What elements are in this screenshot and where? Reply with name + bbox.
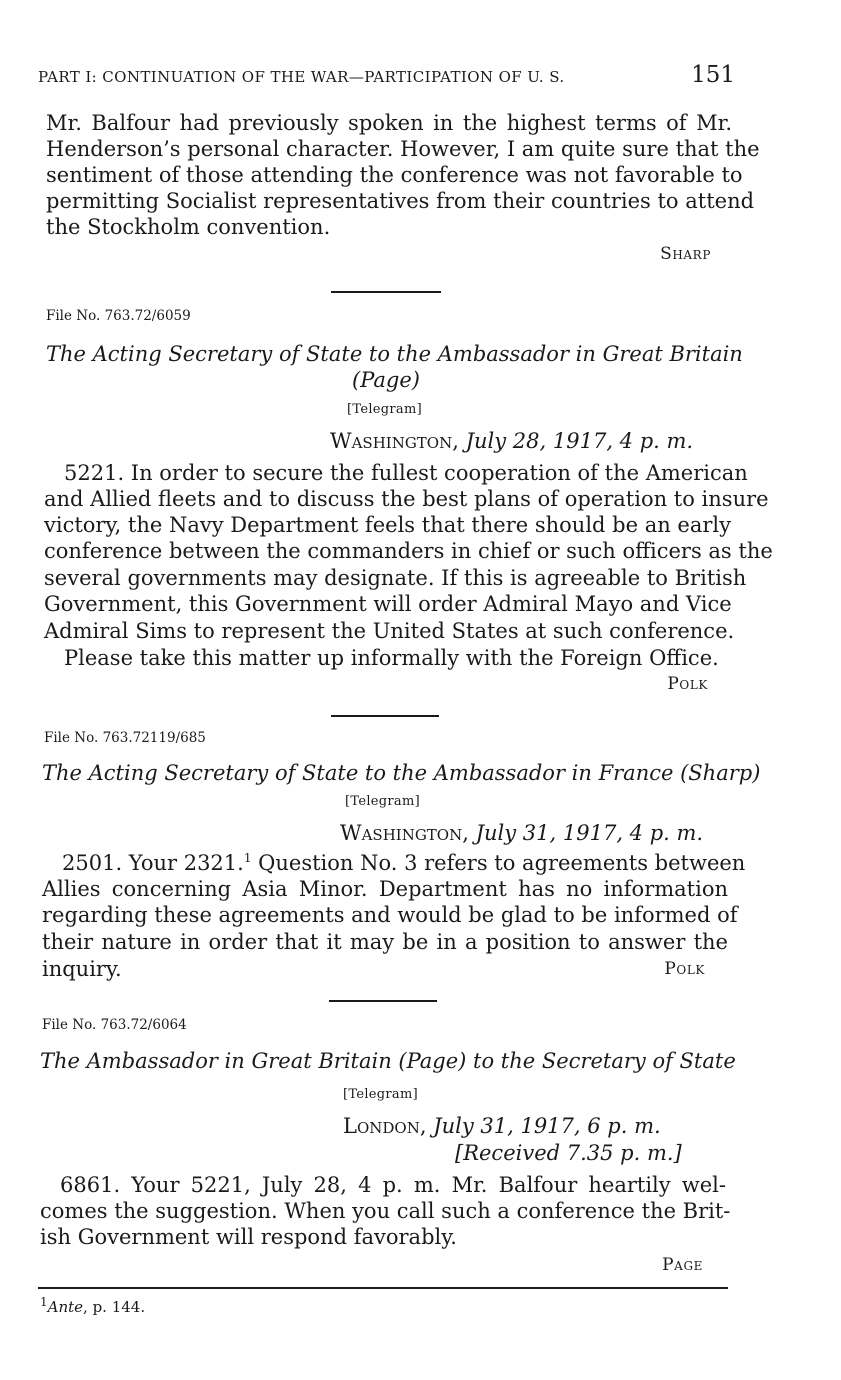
footnote-marker: 1 [40,1295,48,1309]
telegram-label: [Telegram] [347,402,422,417]
telegram-label: [Telegram] [345,794,420,809]
text-line: permitting Socialist representatives from their countries to attend [46,189,755,213]
section-divider [331,291,441,293]
text-line: sentiment of those attending the conference was not favorable to [46,163,743,187]
file-number: File No. 763.72119/685 [44,730,206,746]
text-line: 5221. In order to secure the fullest cooperation of the American [64,461,748,485]
received-time: [Received 7.35 p. m.] [455,1141,682,1165]
text-line: regarding these agreements and would be glad to be informed of [42,903,738,927]
dateline-place: London, [343,1114,427,1138]
dateline-place: Washington, [340,821,469,845]
dateline [343,1113,661,1139]
footnote [40,1295,146,1316]
running-header [38,64,735,90]
page-number: 151 [691,62,735,88]
dateline [340,820,703,846]
dateline-date: July 31, 1917, 4 p. m. [475,821,704,845]
text-line: inquiry. [42,957,122,981]
signature-polk: Polk [667,674,708,694]
file-number: File No. 763.72/6064 [42,1017,187,1033]
text-line: the Stockholm convention. [46,215,331,239]
dateline-date: July 28, 1917, 4 p. m. [465,429,694,453]
section-divider [329,1000,437,1002]
text-line: and Allied fleets and to discuss the best plans of operation to insure [44,487,769,511]
document-title-recipient: (Page) [352,368,420,392]
text-line: their nature in order that it may be in a position to answer the [42,930,728,954]
text-line: Admiral Sims to represent the United States at such conference. [44,619,735,643]
text-line: Mr. Balfour had previously spoken in the highest terms of Mr. [46,111,732,135]
footnote-reference: 1 [243,851,252,865]
footnote-text: , p. 144. [83,1298,146,1316]
text-line: Henderson’s personal character. However, I am quite sure that the [46,137,760,161]
text-line: comes the suggestion. When you call such a conference the Brit- [40,1199,731,1223]
footnote-rule [38,1287,728,1289]
text-line: Allies concerning Asia Minor. Department has no information [42,877,728,901]
signature-polk: Polk [664,959,705,979]
document-title: The Acting Secretary of State to the Ambassador in Great Britain [46,342,743,366]
dateline-date: July 31, 1917, 6 p. m. [433,1114,661,1138]
line-rest: Question No. 3 refers to agreements between [251,851,746,875]
text-line: victory, the Navy Department feels that there should be an early [44,513,732,537]
dateline [330,428,693,454]
telegram-label: [Telegram] [343,1087,418,1102]
dateline-place: Washington, [330,429,459,453]
signature-sharp: Sharp [660,244,711,264]
text-line: Please take this matter up informally with the Foreign Office. [64,646,719,670]
text-line: 6861. Your 5221, July 28, 4 p. m. Mr. Balfour heartily wel- [60,1173,726,1197]
text-line: several governments may designate. If this is agreeable to British [44,566,747,590]
document-title: The Acting Secretary of State to the Ambassador in France (Sharp) [42,761,761,785]
text-line: Government, this Government will order Admiral Mayo and Vice [44,592,732,616]
footnote-ref: Ante [47,1298,84,1316]
signature-page: Page [662,1255,703,1275]
text-line: conference between the commanders in chief or such officers as the [44,539,773,563]
section-divider [331,715,439,717]
text-line [62,850,746,876]
file-number: File No. 763.72/6059 [46,308,191,324]
document-title: The Ambassador in Great Britain (Page) to the Secretary of State [40,1049,736,1073]
line-start: 2501. Your 2321.$^1$ [62,851,252,875]
running-title: PART I: CONTINUATION OF THE WAR—PARTICIPATION OF U. S. [38,68,565,86]
text-line: ish Government will respond favorably. [40,1225,457,1249]
